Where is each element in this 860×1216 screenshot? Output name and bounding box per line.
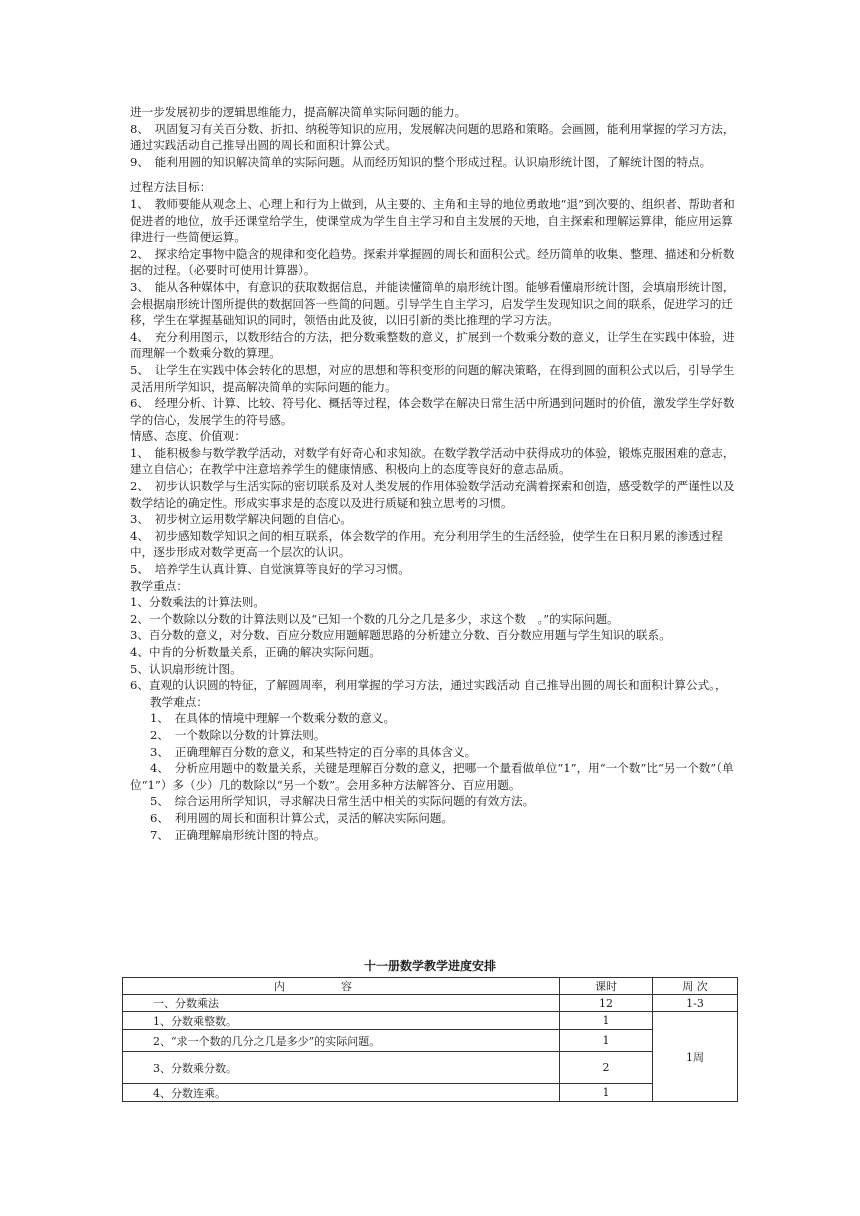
- list-item: 3、百分数的意义，对分数、百应分数应用题解题思路的分析建立分数、百分数应用题与学生知识的联系。: [130, 628, 671, 643]
- cell-weeks: 1-3: [653, 995, 738, 1012]
- schedule-table: [122, 977, 738, 1102]
- list-item: 6、 利用圆的周长和面积计算公式，灵活的解决实际问题。: [150, 810, 454, 825]
- list-item: 2、一个数除以分数的计算法则以及“已知一个数的几分之几是多少，求这个数 。”的实际问题。: [130, 611, 619, 626]
- cell-hours: 12: [560, 995, 653, 1012]
- table-header-row: [123, 978, 738, 995]
- list-item: 6、直观的认识圆的特征，了解圆周率，利用掌握的学习方法，通过实践活动 自己推导出圆的周长和面积计算公式。，: [130, 678, 727, 693]
- list-item: 4、 初步感知数学知识之间的相互联系，体会数学的作用。充分利用学生的生活经验，使学生在日积月累的渗透过程中，逐步形成对数学更高一个层次的认识。: [130, 528, 723, 560]
- cell-hours: 2: [560, 1052, 653, 1084]
- list-item: 4、 分析应用题中的数量关系，关键是理解百分数的意义，把哪一个量看做单位“1”，用“一个数”比“另一个数”（单位“1”）多（少）几的数除以“另一个数”。会用多种方法解答分、百应用题。: [130, 761, 734, 792]
- cell-content: 3、分数乘分数。: [123, 1052, 560, 1084]
- section-heading: 情感、态度、价值观：: [130, 429, 246, 444]
- cell-content: 1、分数乘整数。: [123, 1012, 560, 1030]
- section-heading: 教学重点：: [130, 578, 188, 593]
- list-item: 2、 初步认识数学与生活实际的密切联系及对人类发展的作用体验数学活动充满着探索和创造，感受数学的严谨性以及数学结论的确定性。形成实事求是的态度以及进行质疑和独立思考的习惯。: [130, 479, 735, 510]
- table-row: [123, 1012, 738, 1030]
- list-item: 6、 经理分析、计算、比较、符号化、概括等过程，体会数学在解决日常生活中所遇到问题时的价值，激发学生学好数学的信心，发展学生的符号感。: [130, 396, 735, 427]
- paragraph: 8、 巩固复习有关百分数、折扣、纳税等知识的应用，发展解决问题的思路和策略。会画圆，能利用掌握的学习方法，通过实践活动自己推导出圆的周长和面积计算公式。: [130, 121, 735, 153]
- table-row: [123, 1052, 738, 1084]
- paragraph: 9、 能利用圆的知识解决简单的实际问题。从而经历知识的整个形成过程。认识扇形统计图，了解统计图的特点。: [130, 154, 712, 169]
- cell-content: 4、分数连乘。: [123, 1084, 560, 1102]
- list-item: 4、 充分利用图示，以数形结合的方法，把分数乘整数的意义，扩展到一个数乘分数的意义，让学生在实践中体验，进而理解一个数乘分数的算理。: [130, 329, 735, 361]
- table-row: [123, 995, 738, 1012]
- list-item: 5、认识扇形统计图。: [130, 661, 242, 676]
- cell-content: 2、“求一个数的几分之几是多少”的实际问题。: [123, 1030, 560, 1052]
- list-item: 3、 能从各种媒体中，有意识的获取数据信息，并能读懂简单的扇形统计图。能够看懂扇形统计图，会填扇形统计图，会根据扇形统计图所提供的数据回答一些简的问题。引导学生自主学习，启发学生发现知识之间的联系，促进学习的迁移，学生在掌握基础知识的同时，领悟由此及彼，以旧引新的类比推理的学习方法。: [130, 279, 735, 328]
- table-row: [123, 1084, 738, 1102]
- list-item: 4、中肯的分析数量关系，正确的解决实际问题。: [130, 645, 381, 659]
- list-item: 1、 教师要能从观念上、心理上和行为上做到，从主要的、主角和主导的地位勇敢地“退”到次要的、组织者、帮助者和促进者的地位，放手还课堂给学生，使课堂成为学生自主学习和自主发展的天地，自主探索和理解运算律，能应用运算律进行一些简便运算。: [130, 196, 735, 245]
- list-item: 2、 探求给定事物中隐含的规律和变化趋势。探索并掌握圆的周长和面积公式。经历简单的收集、整理、描述和分析数据的过程。（必要时可使用计算器）。: [130, 246, 735, 278]
- paragraph: 进一步发展初步的逻辑思维能力，提高解决简单实际问题的能力。: [130, 105, 467, 119]
- list-item: 5、 综合运用所学知识，寻求解决日常生活中相关的实际问题的有效方法。: [150, 794, 535, 809]
- section-heading: 过程方法目标：: [130, 180, 212, 195]
- list-item: 1、分数乘法的计算法则。: [130, 595, 265, 610]
- document-body: [130, 104, 735, 843]
- list-item: 7、 正确理解扇形统计图的特点。: [150, 827, 326, 842]
- cell-content: 一、分数乘法: [123, 995, 560, 1012]
- list-item: 5、 培养学生认真计算、自觉演算等良好的学习习惯。: [130, 562, 410, 577]
- section-heading: 教学难点：: [150, 694, 208, 709]
- header-weeks: 周 次: [653, 978, 738, 995]
- cell-hours: 1: [560, 1084, 653, 1102]
- list-item: 3、 初步树立运用数学解决问题的自信心。: [130, 512, 352, 527]
- cell-hours: 1: [560, 1030, 653, 1052]
- cell-hours: 1: [560, 1012, 653, 1030]
- list-item: 1、 能积极参与数学教学活动，对数学有好奇心和求知欲。在数学教学活动中获得成功的体验，锻炼克服困难的意志，建立自信心；在教学中注意培养学生的健康情感、积极向上的态度等良好的意志品质。: [130, 445, 735, 477]
- header-content: 内容: [123, 978, 560, 995]
- list-item: 3、 正确理解百分数的意义，和某些特定的百分率的具体含义。: [150, 744, 477, 759]
- list-item: 2、 一个数除以分数的计算法则。: [150, 727, 326, 742]
- list-item: 5、 让学生在实践中体会转化的思想，对应的思想和等积变形的问题的解决策略，在得到圆的面积公式以后，引导学生灵活用所学知识，提高解决简单的实际问题的能力。: [130, 362, 735, 394]
- table-row: [123, 1030, 738, 1052]
- schedule-title: 十一册数学教学进度安排: [363, 959, 496, 973]
- header-hours: 课时: [560, 978, 653, 995]
- cell-weeks-merged: 1周: [653, 1012, 738, 1102]
- list-item: 1、 在具体的情境中理解一个数乘分数的意义。: [150, 711, 396, 726]
